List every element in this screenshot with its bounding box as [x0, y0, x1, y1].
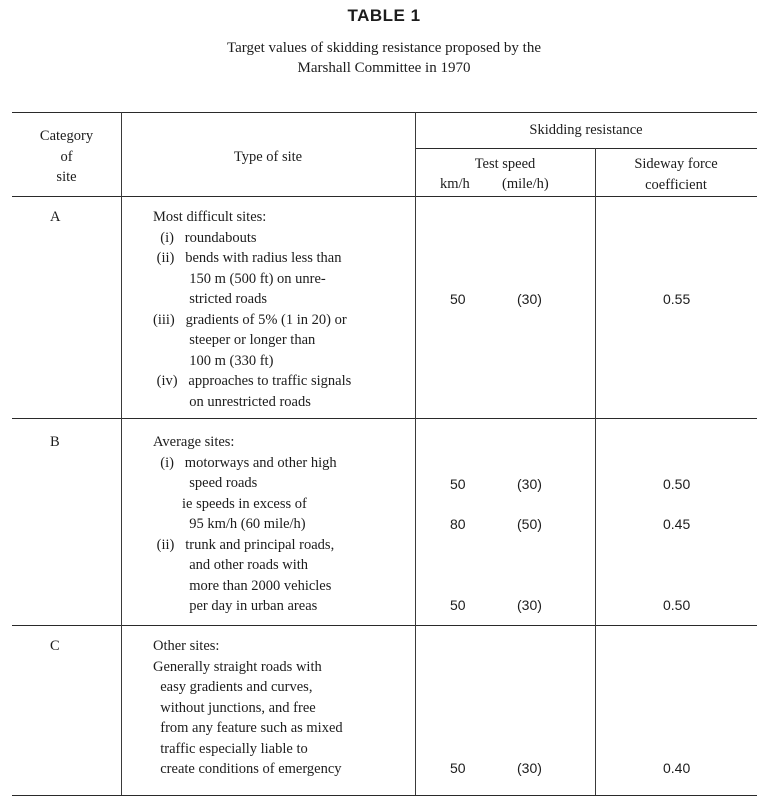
site-line: Other sites:: [153, 638, 220, 654]
site-line: (i) motorways and other high: [153, 454, 337, 471]
col-divider-category: [121, 112, 122, 795]
site-line: (ii) bends with radius less than: [153, 250, 342, 266]
header-bottom-rule: [12, 196, 757, 197]
header-type-of-site: Type of site: [233, 149, 303, 165]
skidding-subheader-rule: [415, 148, 757, 149]
table-title: TABLE 1: [347, 6, 421, 25]
col-divider-type: [415, 112, 416, 795]
table-top-rule: [12, 112, 757, 113]
site-line: (i) roundabouts: [153, 229, 257, 246]
site-line: stricted roads: [153, 291, 267, 307]
header-unit-kmh: km/h: [440, 176, 470, 192]
header-category-line: of: [60, 148, 73, 165]
site-line: more than 2000 vehicles: [153, 577, 332, 594]
site-line: per day in urban areas: [153, 598, 318, 614]
row-c-kmh: 50: [450, 760, 466, 776]
row-b-mileh-3: (30): [517, 597, 542, 613]
site-line: 150 m (500 ft) on unre-: [153, 270, 326, 287]
header-unit-mileh: (mile/h): [502, 176, 549, 192]
row-a-bottom-rule: [12, 418, 757, 419]
row-b-bottom-rule: [12, 625, 757, 626]
site-line: Generally straight roads with: [153, 658, 322, 675]
row-c-site: [153, 636, 343, 780]
header-skidding-resistance: Skidding resistance: [529, 122, 643, 138]
site-line: and other roads with: [153, 557, 309, 573]
caption-line-2: Marshall Committee in 1970: [297, 60, 471, 76]
row-b-mileh-2: (50): [517, 516, 542, 532]
row-a-sfc: 0.55: [663, 291, 691, 307]
site-line: from any feature such as mixed: [153, 720, 343, 736]
site-line: speed roads: [153, 475, 258, 491]
row-b-mileh-1: (30): [517, 476, 542, 492]
header-sideway-force: [595, 154, 757, 195]
site-line: (iii) gradients of 5% (1 in 20) or: [153, 311, 347, 328]
table-caption: [0, 38, 768, 78]
site-line: (ii) trunk and principal roads,: [153, 536, 335, 553]
site-line: create conditions of emergency: [153, 761, 342, 777]
site-line: traffic especially liable to: [153, 740, 308, 757]
site-line: (iv) approaches to traffic signals: [153, 373, 352, 389]
row-c-category: C: [50, 638, 60, 654]
site-line: 95 km/h (60 mile/h): [153, 516, 306, 532]
header-category: [12, 126, 121, 188]
site-line: Most difficult sites:: [153, 209, 267, 225]
site-line: 100 m (330 ft): [153, 352, 274, 369]
row-b-kmh-3: 50: [450, 597, 466, 613]
header-category-line: Category: [39, 128, 94, 144]
site-line: Average sites:: [153, 434, 235, 450]
header-category-line: site: [56, 169, 77, 185]
header-sideway-line: coefficient: [645, 176, 707, 193]
table-bottom-rule: [12, 795, 757, 796]
row-a-mileh: (30): [517, 291, 542, 307]
row-b-category: B: [50, 434, 60, 450]
site-line: ie speeds in excess of: [153, 495, 307, 512]
site-line: easy gradients and curves,: [153, 679, 313, 695]
header-test-speed-label: Test speed: [474, 156, 536, 172]
row-c-mileh: (30): [517, 760, 542, 776]
caption-line-1: Target values of skidding resistance proposed by the: [226, 40, 541, 56]
row-b-sfc-2: 0.45: [663, 516, 691, 532]
header-sideway-line: Sideway force: [634, 156, 718, 172]
site-line: on unrestricted roads: [153, 393, 311, 410]
row-b-kmh-2: 80: [450, 516, 466, 532]
row-a-kmh: 50: [450, 291, 466, 307]
col-divider-speed: [595, 148, 596, 795]
row-b-site: [153, 432, 337, 617]
row-b-sfc-1: 0.50: [663, 476, 691, 492]
site-line: steeper or longer than: [153, 332, 316, 348]
row-b-sfc-3: 0.50: [663, 597, 691, 613]
row-a-site: [153, 207, 351, 412]
header-test-speed: [415, 154, 595, 175]
row-a-category: A: [50, 209, 61, 225]
site-line: without junctions, and free: [153, 699, 316, 716]
row-c-sfc: 0.40: [663, 760, 691, 776]
row-b-kmh-1: 50: [450, 476, 466, 492]
